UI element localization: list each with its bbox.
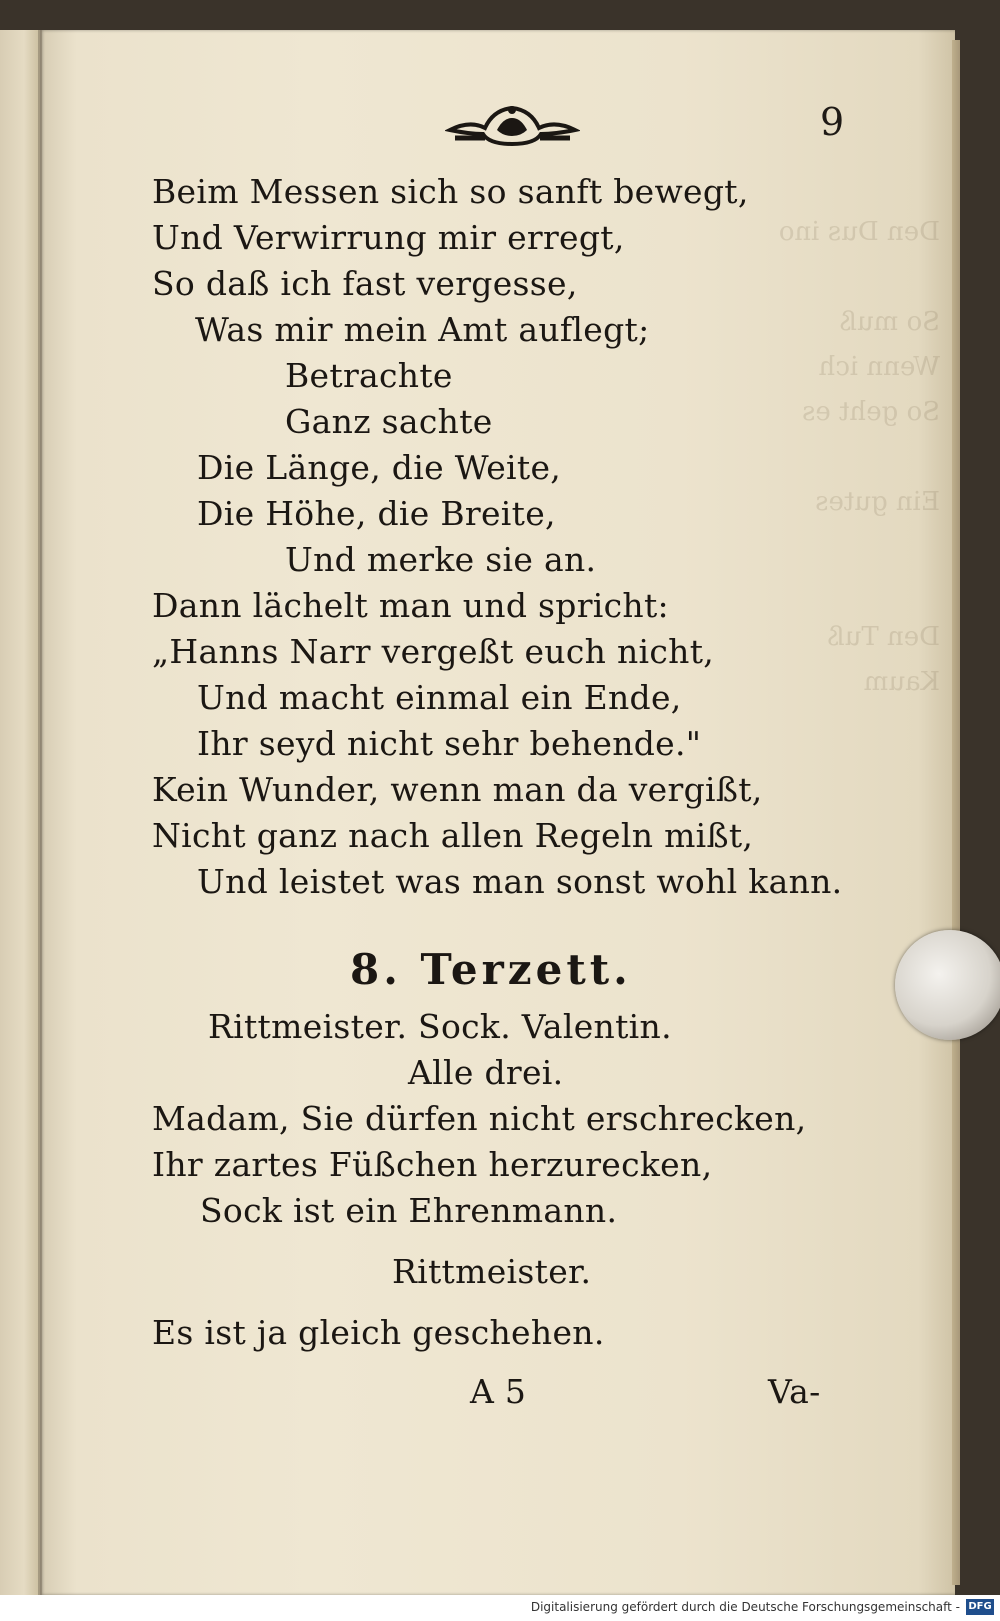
verse-line: Was mir mein Amt auflegt;: [195, 310, 650, 349]
verse-line: Beim Messen sich so sanft bewegt,: [152, 172, 749, 211]
verse-line: Die Höhe, die Breite,: [197, 494, 556, 533]
page-block-edge: [952, 40, 960, 1585]
verse-line: Ihr seyd nicht sehr behende.": [197, 724, 702, 763]
head-ornament: [445, 100, 580, 148]
section-heading: 8. Terzett.: [350, 945, 632, 994]
verse-line: Betrachte: [285, 356, 453, 395]
verse-line: Und merke sie an.: [285, 540, 597, 579]
verse-line: „Hanns Narr vergeßt euch nicht,: [152, 632, 715, 671]
verse-line: Und Verwirrung mir erregt,: [152, 218, 625, 257]
catchword: Va-: [768, 1372, 821, 1411]
facing-page-edge: [0, 30, 40, 1595]
ensemble-label: Alle drei.: [408, 1053, 564, 1092]
verse-line: Sock ist ein Ehrenmann.: [200, 1191, 618, 1230]
speaker-label: Rittmeister.: [392, 1252, 592, 1291]
verse-line: Madam, Sie dürfen nicht erschrecken,: [152, 1099, 807, 1138]
verse-line: Und macht einmal ein Ende,: [197, 678, 682, 717]
page-clip: [895, 930, 1000, 1040]
verse-line: So daß ich fast vergesse,: [152, 264, 578, 303]
verse-line: Ihr zartes Füßchen herzurecken,: [152, 1145, 713, 1184]
character-list: Rittmeister. Sock. Valentin.: [208, 1007, 672, 1046]
book-gutter: [38, 30, 42, 1595]
verse-line: Und leistet was man sonst wohl kann.: [197, 862, 843, 901]
verse-line: Die Länge, die Weite,: [197, 448, 562, 487]
verse-line: Nicht ganz nach allen Regeln mißt,: [152, 816, 754, 855]
dfg-logo: DFG: [966, 1599, 994, 1615]
bleed-through: Den Dus ino So muß Wenn ich So geht es Ein gutes Den Tuß Kaum: [778, 217, 940, 697]
verse-line: Dann lächelt man und spricht:: [152, 586, 669, 625]
verse-line: Kein Wunder, wenn man da vergißt,: [152, 770, 763, 809]
signature-mark: A 5: [470, 1372, 527, 1411]
funding-credit: Digitalisierung gefördert durch die Deutsche Forschungsgemeinschaft -: [530, 1600, 960, 1614]
verse-line: Ganz sachte: [285, 402, 493, 441]
page-number: 9: [820, 100, 845, 144]
verse-line: Es ist ja gleich geschehen.: [152, 1313, 605, 1352]
